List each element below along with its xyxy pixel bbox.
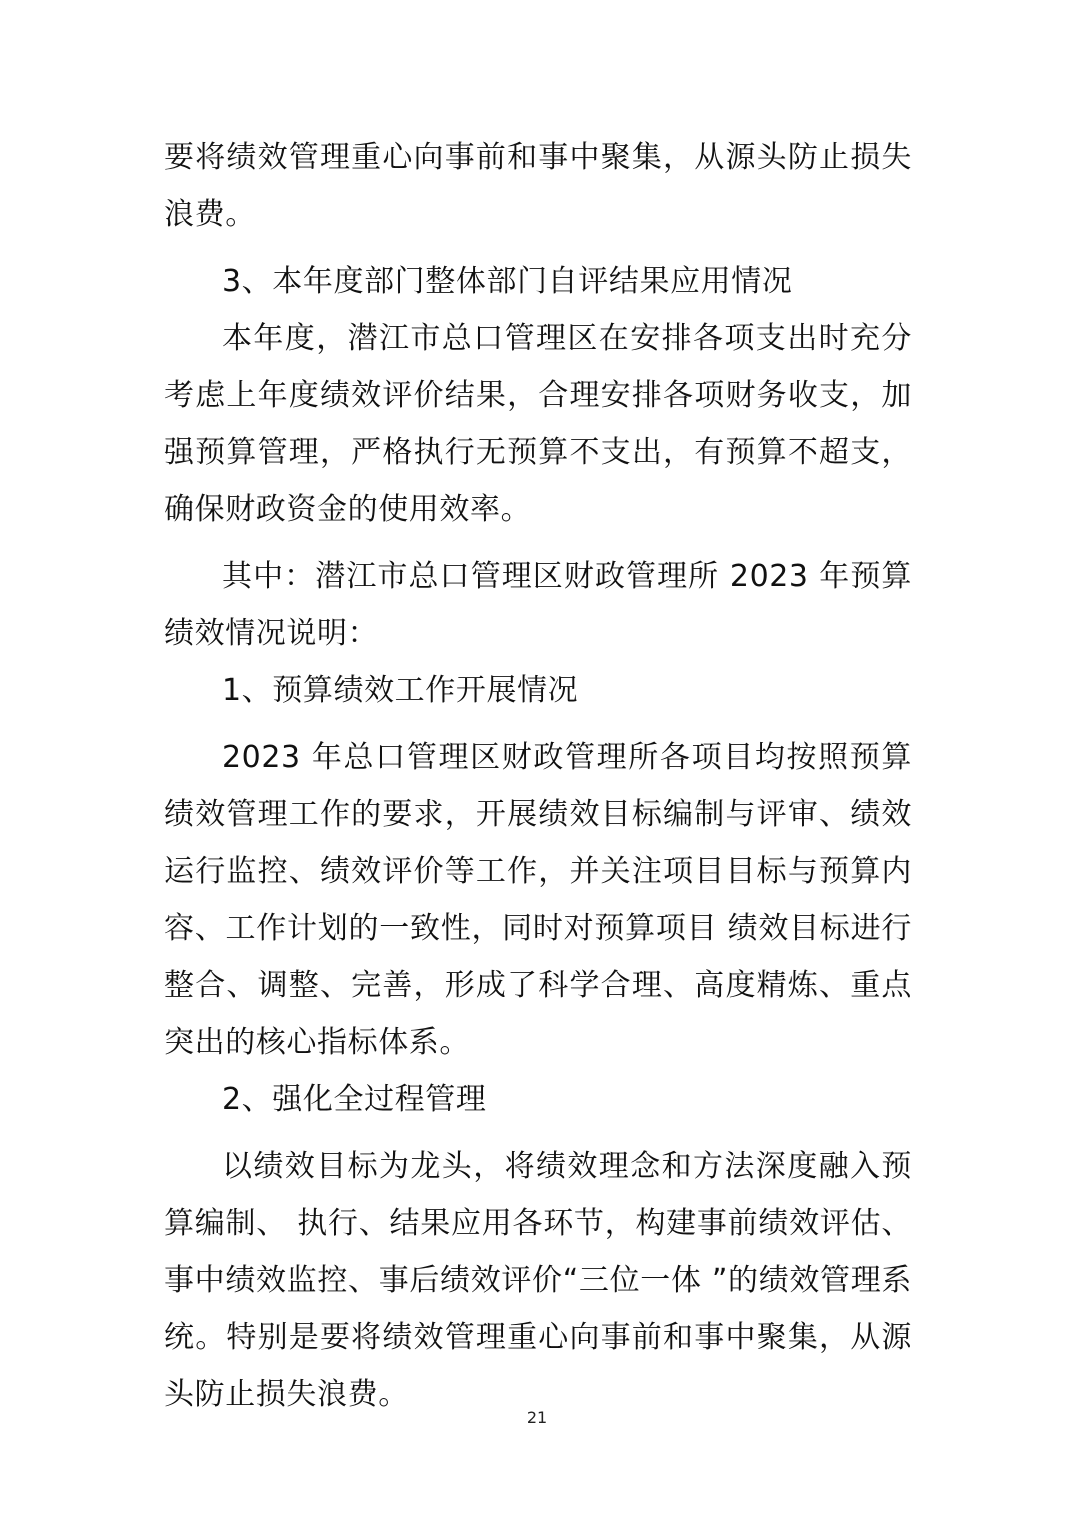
heading-full-process-management: 2、强化全过程管理 xyxy=(222,1082,487,1117)
paragraph-continuation: 要将绩效管理重心向事前和事中聚集，从源头防止损失浪费。 xyxy=(164,140,912,232)
heading-self-evaluation-application: 3、本年度部门整体部门自评结果应用情况 xyxy=(222,264,793,299)
page-number: 21 xyxy=(526,1408,548,1427)
paragraph-finance-office-intro: 其中：潜江市总口管理区财政管理所 2023 年预算绩效情况说明： xyxy=(164,559,912,651)
heading-work-progress: 1、预算绩效工作开展情况 xyxy=(222,673,579,708)
paragraph-work-progress: 2023 年总口管理区财政管理所各项目均按照预算绩效管理工作的要求，开展绩效目标编制与评审、绩效运行监控、绩效评价等工作，并关注项目目标与预算内容、工作计划的一致性，同时对预算项目 绩效目标进行整合、调整、完善，形成了科学合理、高度精炼、重点突出的核心指标体系。 xyxy=(164,740,912,1060)
body-text xyxy=(164,129,912,1423)
paragraph-full-process-management: 以绩效目标为龙头，将绩效理念和方法深度融入预算编制、 执行、结果应用各环节，构建事前绩效评估、事中绩效监控、事后绩效评价“三位一体 ”的绩效管理系统。特别是要将绩效管理重心向事前和事中聚集，从源头防止损失浪费。 xyxy=(164,1149,912,1412)
paragraph-annual-overview: 本年度，潜江市总口管理区在安排各项支出时充分考虑上年度绩效评价结果，合理安排各项财务收支，加强预算管理，严格执行无预算不支出，有预算不超支，确保财政资金的使用效率。 xyxy=(164,321,912,527)
